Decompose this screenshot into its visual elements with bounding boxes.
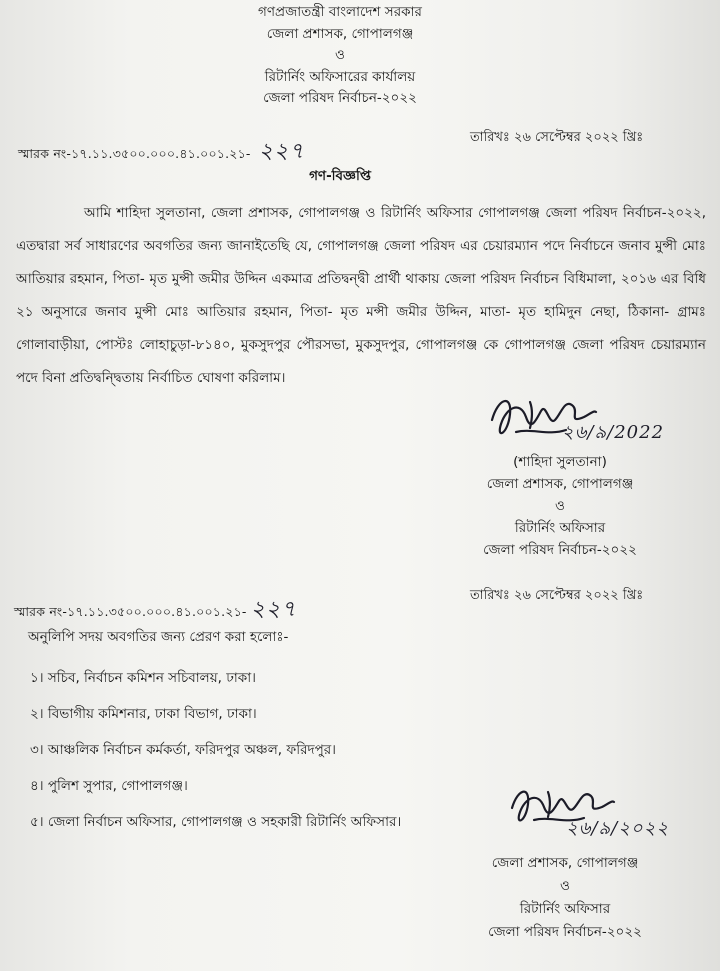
copy-memo-prefix: স্মারক নং-১৭.১১.৩৫০০.০০০.৪১.০০১.২১- xyxy=(14,604,247,619)
copy-signatory-role: রিটার্নিং অফিসার xyxy=(519,901,611,917)
recipient-list xyxy=(30,660,401,840)
office-name: জেলা প্রশাসক, গোপালগঞ্জ xyxy=(266,25,414,42)
list-item: ৪। পুলিশ সুপার, গোপালগঞ্জ। xyxy=(30,778,188,794)
signatory-conjunction: ও xyxy=(555,498,565,514)
copy-memo-handwritten-number: ২২৭ xyxy=(250,597,297,622)
copy-intro: অনুলিপি সদয় অবগতির জন্য প্রেরণ করা হলোঃ- xyxy=(28,629,289,645)
copy-signatory-conjunction: ও xyxy=(560,878,570,894)
list-item: ৩। আঞ্চলিক নির্বাচন কর্মকর্তা, ফরিদপুর অঞ্চল, ফরিদপুর। xyxy=(30,742,337,758)
list-item: ২। বিভাগীয় কমিশনার, ঢাকা বিভাগ, ঢাকা। xyxy=(30,706,257,722)
header-conjunction: ও xyxy=(335,47,345,63)
notice-title: গণ-বিজ্ঞপ্তি xyxy=(309,168,371,184)
copy-date: তারিখঃ ২৬ সেপ্টেম্বর ২০২২ খ্রিঃ xyxy=(470,588,644,603)
list-item: ৫। জেলা নির্বাচন অফিসার, গোপালগঞ্জ ও সহকারী রিটার্নিং অফিসার। xyxy=(30,814,402,830)
copy-memo-number xyxy=(14,592,297,629)
signatory-name: (শাহিদা সুলতানা) xyxy=(513,454,607,470)
copy-signatory-designation: জেলা প্রশাসক, গোপালগঞ্জ xyxy=(491,855,639,871)
signatory-election: জেলা পরিষদ নির্বাচন-২০২২ xyxy=(483,542,637,558)
signatory-designation: জেলা প্রশাসক, গোপালগঞ্জ xyxy=(486,476,634,492)
notice-body: আমি শাহিদা সুলতানা, জেলা প্রশাসক, গোপালগঞ্জ ও রিটার্নিং অফিসার গোপালগঞ্জ জেলা পরিষদ নির্বাচন-২০২২, এতদ্বারা সর্ব সাধারণের অবগতির জন্য জানাইতেছি যে, গোপালগঞ্জ জেলা পরিষদ এর চেয়ারম্যান পদে নির্বাচনে জনাব মুন্সী মোঃ আতিয়ার রহমান, পিতা- মৃত মুন্সী জমীর উদ্দিন একমাত্র প্রতিদ্বন্দ্বী প্রার্থী থাকায় জেলা পরিষদ নির্বাচন বিধিমালা, ২০১৬ এর বিধি ২১ অনুসারে জনাব মুন্সী মোঃ আতিয়ার রহমান, পিতা- মৃত মন্সী জমীর উদ্দিন, মাতা- মৃত হামিদুন নেছা, ঠিকানা- গ্রামঃ গোলাবাড়ীয়া, পোস্টঃ লোহাচুড়া-৮১৪০, মুকসুদপুর পৌরসভা, মুকসুদপুর, গোপালগঞ্জ কে গোপালগঞ্জ জেলা পরিষদ চেয়ারম্যান পদে বিনা প্রতিদ্বন্দ্বিতায় নির্বাচিত ঘোষণা করিলাম। xyxy=(16,205,706,386)
notice-date: তারিখঃ ২৬ সেপ্টেম্বর ২০২২ খ্রিঃ xyxy=(470,130,644,145)
letterhead xyxy=(140,2,540,110)
signature-date: ২৬/৯/2022 xyxy=(562,422,665,443)
election-name: জেলা পরিষদ নির্বাচন-২০২২ xyxy=(263,90,417,106)
list-item: ১। সচিব, নির্বাচন কমিশন সচিবালয়, ঢাকা। xyxy=(30,670,256,686)
signatory-role: রিটার্নিং অফিসার xyxy=(514,520,606,536)
government-name: গণপ্রজাতন্ত্রী বাংলাদেশ সরকার xyxy=(258,4,422,20)
signature-block xyxy=(455,451,665,561)
copy-signature-date: ২৬/৯/২০২২ xyxy=(566,818,670,839)
returning-office-name: রিটার্নিং অফিসারের কার্যালয় xyxy=(264,68,416,85)
copy-signature-block xyxy=(460,852,670,944)
memo-handwritten-number: ২২৭ xyxy=(258,139,305,164)
memo-prefix: স্মারক নং-১৭.১১.৩৫০০.০০০.৪১.০০১.২১- xyxy=(18,146,251,161)
copy-signatory-election: জেলা পরিষদ নির্বাচন-২০২২ xyxy=(488,924,642,940)
